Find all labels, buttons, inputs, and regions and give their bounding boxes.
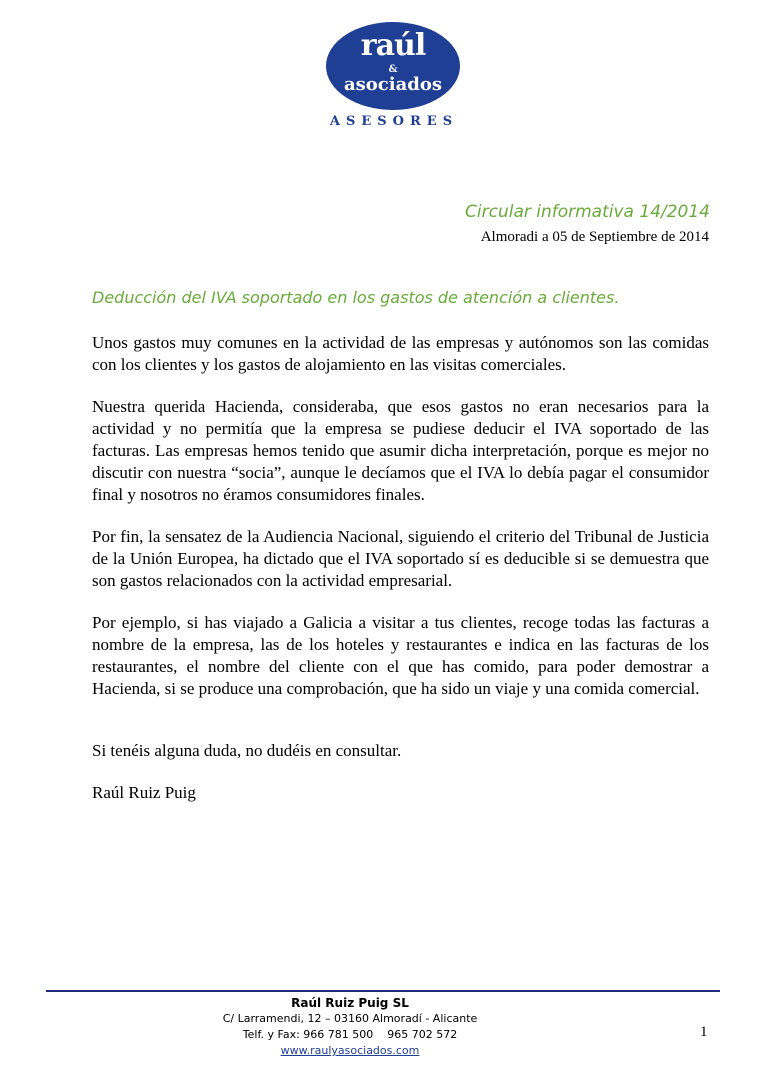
paragraph: Nuestra querida Hacienda, consideraba, que esos gastos no eran necesarios para la actividad y no permitía que la empresa se pudiese deducir el IVA soportado de las facturas. Las empresas hemos tenido que asumir dicha interpretación, porque es mejor no discutir con nuestra “socia”, aunque le decíamos que el IVA lo debía pagar el consumidor final y nosotros no éramos consumidores finales. <box>92 397 709 504</box>
signature: Raúl Ruiz Puig <box>92 783 196 802</box>
logo-amp: & <box>388 64 398 75</box>
company-logo <box>326 22 462 134</box>
paragraph: Unos gastos muy comunes en la actividad de las empresas y autónomos son las comidas con los clientes y los gastos de alojamiento en las visitas comerciales. <box>92 333 709 374</box>
footer <box>200 995 500 1059</box>
circular-number: Circular informativa 14/2014 <box>465 202 710 222</box>
paragraph: Por fin, la sensatez de la Audiencia Nacional, siguiendo el criterio del Tribunal de Justicia de la Unión Europea, ha dictado que el IVA soportado sí es deducible si se demuestra que son gastos relacionados con la actividad empresarial. <box>92 527 709 590</box>
closing-line: Si tenéis alguna duda, no dudéis en consultar. <box>92 741 402 760</box>
footer-website-link[interactable]: www.raulyasociados.com <box>280 1044 420 1057</box>
footer-divider <box>46 990 720 992</box>
footer-company: Raúl Ruiz Puig SL <box>291 996 409 1010</box>
logo-line2: asociados <box>344 74 442 95</box>
footer-address: C/ Larramendi, 12 – 03160 Almoradí - Alicante <box>222 1012 478 1025</box>
document-body <box>92 332 709 824</box>
paragraph: Por ejemplo, si has viajado a Galicia a visitar a tus clientes, recoge todas las facturas a nombre de la empresa, las de los hoteles y restaurantes e indica en las facturas de los restaurantes, el nombre del cliente con el que has comido, para poder demostrar a Hacienda, si se produce una comprobación, que ha sido un viaje y una comida comercial. <box>92 613 709 698</box>
logo-subtitle: ASESORES <box>329 114 459 129</box>
logo-line1: raúl <box>360 28 426 63</box>
document-title: Deducción del IVA soportado en los gastos de atención a clientes. <box>92 288 620 307</box>
footer-phone: Telf. y Fax: 966 781 500 965 702 572 <box>242 1028 458 1041</box>
document-date: Almoradi a 05 de Septiembre de 2014 <box>480 229 709 245</box>
page-number: 1 <box>700 1024 708 1040</box>
